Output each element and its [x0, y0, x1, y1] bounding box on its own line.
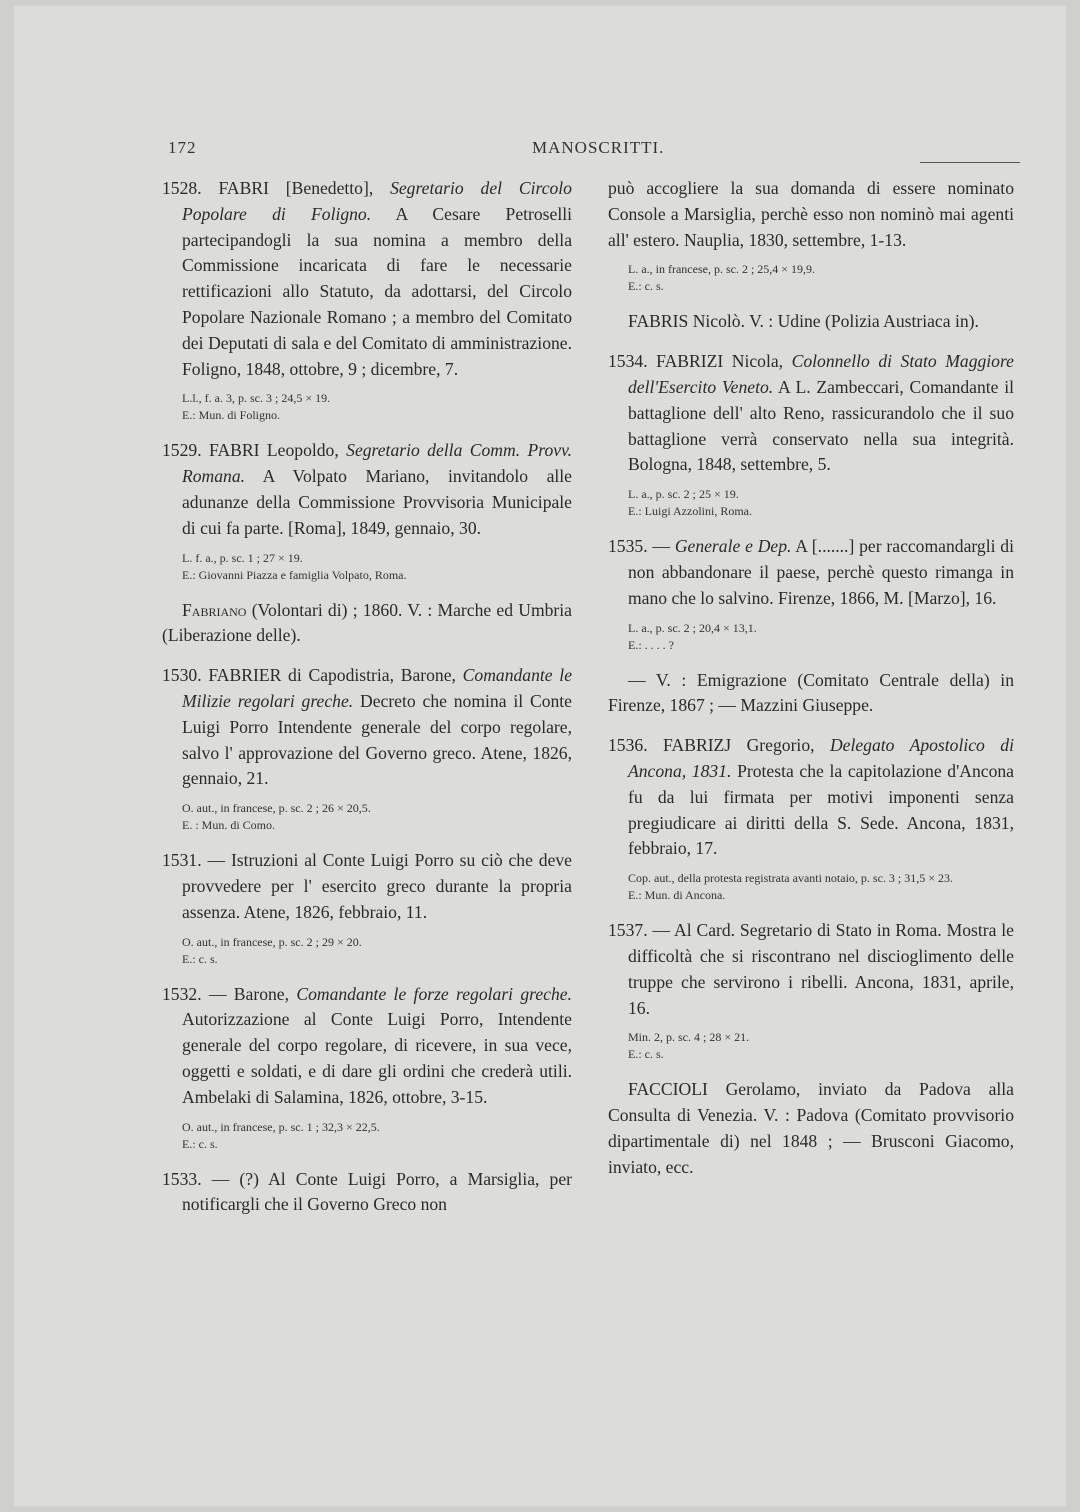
- entry-meta: [628, 870, 1014, 904]
- entry-number: 1528.: [162, 178, 202, 198]
- meta-owner: E.: c. s.: [628, 279, 664, 294]
- page-number: 172: [168, 138, 197, 157]
- entry-meta: [182, 390, 572, 424]
- entry-text: Decreto che nomina il Conte Luigi Porro Intendente generale del corpo regolare, salvo l' approvazione del Governo greco. Atene, 1826, gennaio, 21.: [182, 690, 572, 789]
- cross-reference-faccioli: [608, 1077, 1014, 1180]
- entry-text: A L. Zambeccari, Comandante il battaglione dell' alto Reno, rassicurandolo che il suo battaglione verrà conservato nella sua integrità. Bologna, 1848, settembre, 5.: [628, 376, 1015, 475]
- entry-role: Generale e Dep.: [674, 536, 792, 557]
- entry-1536: [608, 733, 1014, 862]
- entry-text: Protesta che la capitolazione d'Ancona fu da lui firmata per motivi imponenti senza pregiudicare ai diritti della S. Sede. Ancona, 1831, febbraio, 17.: [628, 760, 1014, 859]
- entry-meta: [182, 800, 572, 834]
- meta-physical: O. aut., in francese, p. sc. 1 ; 32,3 × 22,5.: [182, 1119, 380, 1134]
- entry-1533: [162, 1167, 572, 1219]
- entry-number: 1532.: [162, 983, 202, 1004]
- meta-owner: E.: c. s.: [182, 951, 218, 966]
- entry-role: Comandante le forze regolari greche.: [296, 983, 572, 1004]
- meta-physical: Cop. aut., della protesta registrata avanti notaio, p. sc. 3 ; 31,5 × 23.: [628, 871, 954, 886]
- header-rule: [920, 162, 1020, 163]
- entry-text: Al Card. Segretario di Stato in Roma. Mostra le difficoltà che si riscontrano nel discioglimento delle truppe che servirono i ribelli. Ancona, 1831, aprile, 16.: [628, 920, 1014, 1018]
- meta-owner: E.: . . . . ?: [628, 637, 674, 652]
- cross-reference-emigrazione: [608, 668, 1014, 720]
- entry-text: può accogliere la sua domanda di essere nominato Console a Marsiglia, perchè esso non nominò mai agenti all' estero. Nauplia, 1830, settembre, 1-13.: [608, 178, 1014, 250]
- meta-physical: O. aut., in francese, p. sc. 2 ; 26 × 20,5.: [182, 801, 371, 816]
- entry-number: 1531.: [162, 850, 202, 871]
- entry-1531: [162, 848, 572, 925]
- entry-text: Autorizzazione al Conte Luigi Porro, Intendente generale del corpo regolare, di ricevere, in sua vece, oggetti e soldati, e di dare gli ordini che crederà utili. Ambelaki di Salamina, 1826, ottobre, 3-15.: [182, 1009, 572, 1107]
- entry-meta: [182, 550, 572, 584]
- entry-meta: [628, 261, 1014, 295]
- entry-number: 1534.: [608, 351, 648, 372]
- entry-heading: —: [652, 536, 670, 557]
- entry-heading: —: [207, 850, 226, 871]
- meta-owner: E.: Giovanni Piazza e famiglia Volpato, Roma.: [182, 567, 407, 582]
- meta-physical: L. a., in francese, p. sc. 2 ; 25,4 × 19,9.: [628, 262, 816, 277]
- left-column: [162, 176, 572, 1232]
- entry-number: 1533.: [162, 1168, 202, 1189]
- entry-1535: [608, 534, 1014, 611]
- right-column: [608, 176, 1014, 1195]
- entry-1532: [162, 982, 572, 1111]
- entry-role: Colonnello di Stato Maggiore dell'Esercito Veneto.: [628, 351, 1014, 397]
- entry-heading: —: [652, 920, 671, 941]
- meta-physical: L. f. a., p. sc. 1 ; 27 × 19.: [182, 550, 303, 565]
- entry-role: Delegato Apostolico di Ancona, 1831.: [628, 735, 1014, 781]
- xref-heading: FABRIS Nicolò.: [628, 311, 745, 332]
- entry-text: A [.......] per raccomandargli di non abbandonare il paese, perchè questo rimanga in mano che lo salvino. Firenze, 1866, M. [Marzo], 16.: [628, 536, 1014, 608]
- entry-heading: FABRI [Benedetto],: [218, 178, 374, 198]
- meta-owner: E.: Mun. di Foligno.: [182, 408, 281, 423]
- entry-text: A Volpato Mariano, invitandolo alle adunanze della Commissione Provvisoria Municipale di cui fa parte. [Roma], 1849, gennaio, 30.: [182, 466, 572, 538]
- xref-heading: —: [628, 669, 646, 690]
- xref-heading: FACCIOLI Gerolamo,: [628, 1079, 801, 1100]
- entry-meta: [628, 486, 1014, 520]
- xref-text: (Volontari di) ; 1860. V. : Marche ed Umbria (Liberazione delle).: [162, 599, 572, 646]
- entry-heading: FABRIZJ Gregorio,: [663, 735, 815, 756]
- entry-number: 1530.: [162, 665, 202, 686]
- entry-number: 1529.: [162, 440, 202, 461]
- xref-text: V. : Emigrazione (Comitato Centrale della) in Firenze, 1867 ; — Mazzini Giuseppe.: [608, 669, 1014, 716]
- xref-heading: Fabriano: [182, 599, 247, 620]
- entry-1530: [162, 663, 572, 792]
- entry-heading: FABRIER di Capodistria, Barone,: [208, 665, 456, 686]
- entry-heading: — (?): [211, 1168, 259, 1189]
- entry-heading: — Barone,: [208, 983, 290, 1004]
- entry-1529: [162, 438, 572, 541]
- entry-heading: FABRIZI Nicola,: [656, 351, 784, 372]
- entry-meta: [182, 1119, 572, 1153]
- entry-role: Segretario della Comm. Provv. Romana.: [182, 440, 572, 487]
- entry-number: 1537.: [608, 920, 648, 941]
- meta-physical: L. a., p. sc. 2 ; 20,4 × 13,1.: [628, 620, 757, 635]
- meta-owner: E.: c. s.: [182, 1136, 218, 1151]
- meta-owner: E.: c. s.: [628, 1047, 664, 1062]
- meta-owner: E. : Mun. di Como.: [182, 818, 276, 833]
- entry-1528: [162, 176, 572, 382]
- entry-meta: [628, 1029, 1014, 1063]
- meta-physical: L.l., f. a. 3, p. sc. 3 ; 24,5 × 19.: [182, 391, 331, 406]
- meta-physical: Min. 2, p. sc. 4 ; 28 × 21.: [628, 1030, 750, 1045]
- xref-text: V. : Udine (Polizia Austriaca in).: [749, 311, 979, 332]
- entry-heading: FABRI Leopoldo,: [209, 440, 339, 461]
- cross-reference-fabriano: [162, 598, 572, 650]
- running-title: MANOSCRITTI.: [532, 138, 665, 157]
- entry-1537: [608, 918, 1014, 1021]
- cross-reference-fabris: [608, 309, 1014, 335]
- entry-number: 1535.: [608, 536, 648, 557]
- meta-physical: L. a., p. sc. 2 ; 25 × 19.: [628, 487, 739, 502]
- entry-number: 1536.: [608, 735, 648, 756]
- entry-meta: [182, 934, 572, 968]
- meta-owner: E.: Luigi Azzolini, Roma.: [628, 504, 752, 519]
- entry-role: Segretario del Circolo Popolare di Foligno.: [182, 178, 572, 224]
- entry-1534: [608, 349, 1014, 478]
- entry-text: A Cesare Petroselli partecipandogli la sua nomina a membro della Commissione incaricata di fare le necessarie rettificazioni allo Statuto, da adottarsi, del Circolo Popolare Nazionale Romano ; a membro del Comitato dei Deputati di sala e del Comitato di amministrazione. Foligno, 1848, ottobre, 9 ; dicembre, 7.: [182, 203, 573, 379]
- entry-meta: [628, 620, 1014, 654]
- entry-role: Comandante le Milizie regolari greche.: [182, 665, 573, 711]
- meta-physical: O. aut., in francese, p. sc. 2 ; 29 × 20.: [182, 934, 362, 949]
- entry-1533-continued: [608, 176, 1014, 253]
- entry-text: Istruzioni al Conte Luigi Porro su ciò che deve provvedere per l' esercito greco durante la propria assenza. Atene, 1826, febbraio, 11.: [182, 850, 572, 922]
- meta-owner: E.: Mun. di Ancona.: [628, 888, 726, 903]
- xref-text: inviato da Padova alla Consulta di Venezia. V. : Padova (Comitato provvisorio dipartimentale di) nel 1848 ; — Brusconi Giacomo, inviato, ecc.: [608, 1079, 1014, 1177]
- entry-text: Al Conte Luigi Porro, a Marsiglia, per notificargli che il Governo Greco non: [182, 1168, 572, 1215]
